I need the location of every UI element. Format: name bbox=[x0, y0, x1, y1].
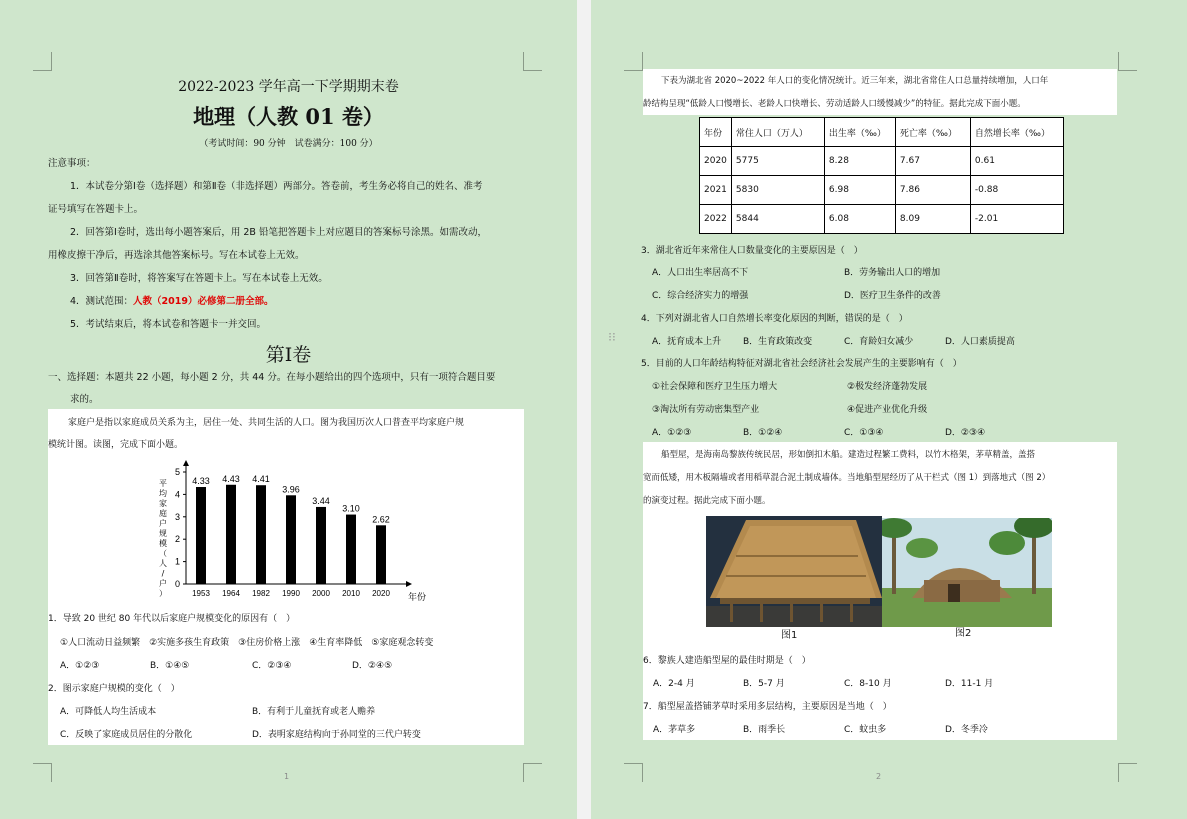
crop-mark bbox=[33, 52, 52, 71]
exam-info: （考试时间：90 分钟 试卷满分：100 分） bbox=[199, 139, 378, 149]
page-gutter bbox=[577, 0, 591, 819]
table-cell: -2.01 bbox=[970, 205, 1063, 234]
q5-option-d: D．②③④ bbox=[945, 428, 986, 438]
x-tick-label: 1964 bbox=[222, 589, 240, 598]
passage-line: 家庭户是指以家庭成员关系为主，居住一处、共同生活的人口。图为我国历次人口普查平均家庭户规 bbox=[68, 418, 465, 428]
table-header: 出生率（‰） bbox=[824, 118, 895, 147]
table-header: 死亡率（‰） bbox=[895, 118, 970, 147]
population-table bbox=[699, 117, 1064, 234]
y-axis-label-char: 规 bbox=[159, 529, 167, 538]
crop-mark bbox=[1118, 763, 1137, 782]
y-tick-label: 3 bbox=[174, 511, 180, 522]
bar bbox=[286, 495, 296, 584]
passage-line: 模统计图。读图，完成下面小题。 bbox=[48, 440, 184, 450]
q1-option-c: C．②③④ bbox=[252, 661, 292, 671]
q3-option-a: A．人口出生率居高不下 bbox=[652, 268, 749, 278]
q2-option-d: D．表明家庭结构向于孙同堂的三代户转变 bbox=[252, 730, 421, 740]
crop-mark bbox=[523, 763, 542, 782]
notice-line: 3．回答第Ⅱ卷时，将答案写在答题卡上。写在本试卷上无效。 bbox=[70, 273, 328, 284]
ground-house-photo bbox=[882, 518, 1052, 627]
question-1-items: ①人口流动日益频繁 ②实施多孩生育政策 ③住房价格上涨 ④生育率降低 ⑤家庭观念转变 bbox=[60, 638, 434, 648]
table-cell: 5775 bbox=[731, 147, 824, 176]
exam-title: 2022-2023 学年高一下学期期末卷 bbox=[178, 79, 399, 95]
question-6: 6．黎族人建造船型屋的最佳时期是（ ） bbox=[643, 656, 811, 666]
crop-mark bbox=[523, 52, 542, 71]
table-cell: 2020 bbox=[700, 147, 732, 176]
question-1: 1．导致 20 世纪 80 年代以后家庭户规模变化的原因有（ ） bbox=[48, 614, 296, 624]
figure-1-caption: 图1 bbox=[781, 630, 798, 641]
q4-option-a: A．抚育成本上升 bbox=[652, 337, 722, 347]
q7-option-b: B．雨季长 bbox=[743, 725, 786, 735]
x-tick-label: 1982 bbox=[252, 589, 270, 598]
notice-line bbox=[70, 295, 274, 309]
q3-option-d: D．医疗卫生条件的改善 bbox=[844, 291, 941, 301]
q3-option-b: B．劳务输出人口的增加 bbox=[844, 268, 941, 278]
notice-line: 用橡皮擦干净后，再选涂其他答案标号。写在本试卷上无效。 bbox=[48, 250, 305, 261]
data-label: 4.33 bbox=[192, 476, 210, 487]
passage-line: 船型屋，是海南岛黎族传统民居，形如倒扣木船。建造过程繁工费料，以竹木格架，茅草精盖，盖搭 bbox=[661, 450, 1036, 460]
x-tick-label: 1953 bbox=[192, 589, 210, 598]
notice-line: 5．考试结束后，将本试卷和答题卡一并交回。 bbox=[70, 319, 267, 330]
q6-option-d: D．11-1 月 bbox=[945, 679, 994, 689]
y-axis-label-char: ） bbox=[159, 589, 167, 598]
passage-line: 宽而低矮，用木板隔墙或者用稻草混合泥土制成墙体。当地船型屋经历了从干栏式（图 1）到落地式（图 2） bbox=[643, 473, 1051, 483]
household-size-chart bbox=[150, 460, 430, 608]
table-header: 年份 bbox=[700, 118, 732, 147]
y-axis-arrow bbox=[183, 460, 189, 466]
q7-option-a: A．茅草多 bbox=[653, 725, 696, 735]
exam-subtitle: 地理（人教 01 卷） bbox=[193, 104, 384, 129]
bar bbox=[316, 507, 326, 584]
table-cell: 8.28 bbox=[824, 147, 895, 176]
q5-item: ③淘汰所有劳动密集型产业 bbox=[652, 405, 760, 415]
q2-option-a: A．可降低人均生活成本 bbox=[60, 707, 157, 717]
notice-heading: 注意事项： bbox=[48, 158, 96, 169]
y-axis-label-char: 平 bbox=[159, 479, 167, 488]
x-axis-arrow bbox=[406, 581, 412, 587]
q5-item: ②极发经济蓬勃发展 bbox=[847, 382, 928, 392]
page-number: 2 bbox=[876, 772, 882, 781]
table-cell: 8.09 bbox=[895, 205, 970, 234]
bar bbox=[346, 515, 356, 584]
passage-line: 下表为湖北省 2020~2022 年人口的变化情况统计。近三年来，湖北省常住人口总量持续增加，人口年 bbox=[661, 76, 1049, 86]
q5-option-a: A．①②③ bbox=[652, 428, 692, 438]
bar bbox=[226, 485, 236, 584]
table-header: 自然增长率（‰） bbox=[970, 118, 1063, 147]
q7-option-c: C．蚊虫多 bbox=[844, 725, 887, 735]
table-row bbox=[700, 176, 1064, 205]
document-page-1 bbox=[0, 0, 577, 819]
notice-line: 证号填写在答题卡上。 bbox=[48, 204, 144, 215]
y-tick-label: 5 bbox=[174, 467, 180, 477]
y-tick-label: 0 bbox=[174, 579, 180, 589]
data-label: 3.44 bbox=[312, 495, 330, 506]
table-header: 常住人口（万人） bbox=[731, 118, 824, 147]
data-label: 4.41 bbox=[252, 474, 270, 485]
q5-item: ④促进产业优化升级 bbox=[847, 405, 928, 415]
y-axis-label-char: （ bbox=[159, 549, 167, 558]
test-scope-value: 人教（2019）必修第二册全部。 bbox=[133, 296, 274, 307]
q6-option-a: A．2-4 月 bbox=[653, 679, 695, 689]
table-cell: 6.98 bbox=[824, 176, 895, 205]
y-axis-label-char: 户 bbox=[159, 519, 167, 528]
table-cell: 7.67 bbox=[895, 147, 970, 176]
table-header-row bbox=[700, 118, 1064, 147]
q4-option-c: C．育龄妇女减少 bbox=[844, 337, 914, 347]
q5-option-c: C．①③④ bbox=[844, 428, 884, 438]
x-tick-label: 2010 bbox=[342, 589, 360, 598]
y-axis-label-char: 人 bbox=[159, 559, 167, 568]
table-cell: 6.08 bbox=[824, 205, 895, 234]
y-axis-label-char: 庭 bbox=[159, 509, 167, 518]
data-label: 4.43 bbox=[222, 473, 240, 484]
y-tick-label: 2 bbox=[174, 534, 180, 545]
question-4: 4．下列对湖北省人口自然增长率变化原因的判断，错误的是（ ） bbox=[641, 314, 908, 324]
bar bbox=[196, 487, 206, 584]
x-tick-label: 1990 bbox=[282, 589, 300, 598]
y-tick-label: 4 bbox=[174, 489, 180, 500]
q3-option-c: C．综合经济实力的增强 bbox=[652, 291, 749, 301]
passage-line: 龄结构呈现“低龄人口慢增长、老龄人口快增长、劳动适龄人口缓慢减少”的特征。据此完成下面小题。 bbox=[643, 99, 1026, 109]
x-tick-label: 2000 bbox=[312, 589, 330, 598]
table-cell: -0.88 bbox=[970, 176, 1063, 205]
crop-mark bbox=[624, 763, 643, 782]
q1-option-d: D．②④⑤ bbox=[352, 661, 393, 671]
q2-option-b: B．有利于儿童抚育或老人赡养 bbox=[252, 707, 376, 717]
q5-option-b: B．①②④ bbox=[743, 428, 783, 438]
notice-line: 2．回答第Ⅰ卷时，选出每小题答案后，用 2B 铅笔把答题卡上对应题目的答案标号涂黑。如需改动， bbox=[70, 227, 487, 238]
y-tick-label: 1 bbox=[174, 556, 180, 567]
question-3: 3．湖北省近年来常住人口数量变化的主要原因是（ ） bbox=[641, 246, 863, 256]
table-cell: 0.61 bbox=[970, 147, 1063, 176]
data-label: 3.10 bbox=[342, 503, 360, 514]
table-cell: 5830 bbox=[731, 176, 824, 205]
q4-option-d: D．人口素质提高 bbox=[945, 337, 1015, 347]
q4-option-b: B．生育政策改变 bbox=[743, 337, 813, 347]
table-cell: 5844 bbox=[731, 205, 824, 234]
bar bbox=[256, 485, 266, 584]
table-cell: 7.86 bbox=[895, 176, 970, 205]
table-row bbox=[700, 147, 1064, 176]
notice-line: 1．本试卷分第Ⅰ卷（选择题）和第Ⅱ卷（非选择题）两部分。答卷前，考生务必将自己的姓名、准考 bbox=[70, 181, 483, 192]
part-intro-cont: 求的。 bbox=[70, 394, 99, 405]
y-axis-label-char: / bbox=[161, 569, 165, 578]
crop-mark bbox=[33, 763, 52, 782]
q6-option-b: B．5-7 月 bbox=[743, 679, 785, 689]
document-page-2 bbox=[591, 0, 1187, 819]
question-7: 7．船型屋盖搭铺茅草时采用多层结构，主要原因是当地（ ） bbox=[643, 702, 892, 712]
data-label: 3.96 bbox=[282, 484, 300, 495]
question-2: 2．图示家庭户规模的变化（ ） bbox=[48, 684, 180, 694]
table-row bbox=[700, 205, 1064, 234]
crop-mark bbox=[624, 52, 643, 71]
q7-option-d: D．冬季冷 bbox=[945, 725, 988, 735]
x-tick-label: 2020 bbox=[372, 589, 390, 598]
q1-option-a: A．①②③ bbox=[60, 661, 100, 671]
q2-option-c: C．反映了家庭成员居住的分散化 bbox=[60, 730, 193, 740]
drag-handle-icon[interactable]: ⁝⁝ bbox=[608, 330, 616, 344]
passage-line: 的演变过程。据此完成下面小题。 bbox=[643, 496, 771, 506]
test-scope-label: 4．测试范围： bbox=[70, 296, 134, 307]
data-label: 2.62 bbox=[372, 514, 390, 525]
y-axis-label-char: 均 bbox=[159, 489, 167, 498]
q1-option-b: B．①④⑤ bbox=[150, 661, 190, 671]
stilt-house-photo bbox=[706, 516, 882, 627]
figure-2-caption: 图2 bbox=[955, 628, 972, 639]
table-cell: 2021 bbox=[700, 176, 732, 205]
bar bbox=[376, 525, 386, 584]
y-axis-label-char: 模 bbox=[159, 539, 167, 548]
q6-option-c: C．8-10 月 bbox=[844, 679, 892, 689]
part-intro: 一、选择题：本题共 22 小题，每小题 2 分，共 44 分。在每小题给出的四个选项中，只有一项符合题目要 bbox=[48, 372, 496, 383]
y-axis-label-char: 家 bbox=[159, 499, 167, 508]
question-5: 5．目前的人口年龄结构特征对湖北省社会经济社会发展产生的主要影响有（ ） bbox=[641, 359, 962, 369]
x-axis-label: 年份 bbox=[408, 593, 427, 603]
page-number: 1 bbox=[284, 772, 290, 781]
section-title: 第Ⅰ卷 bbox=[265, 344, 312, 366]
q5-item: ①社会保障和医疗卫生压力增大 bbox=[652, 382, 778, 392]
y-axis-label-char: 户 bbox=[159, 579, 167, 588]
crop-mark bbox=[1118, 52, 1137, 71]
table-cell: 2022 bbox=[700, 205, 732, 234]
